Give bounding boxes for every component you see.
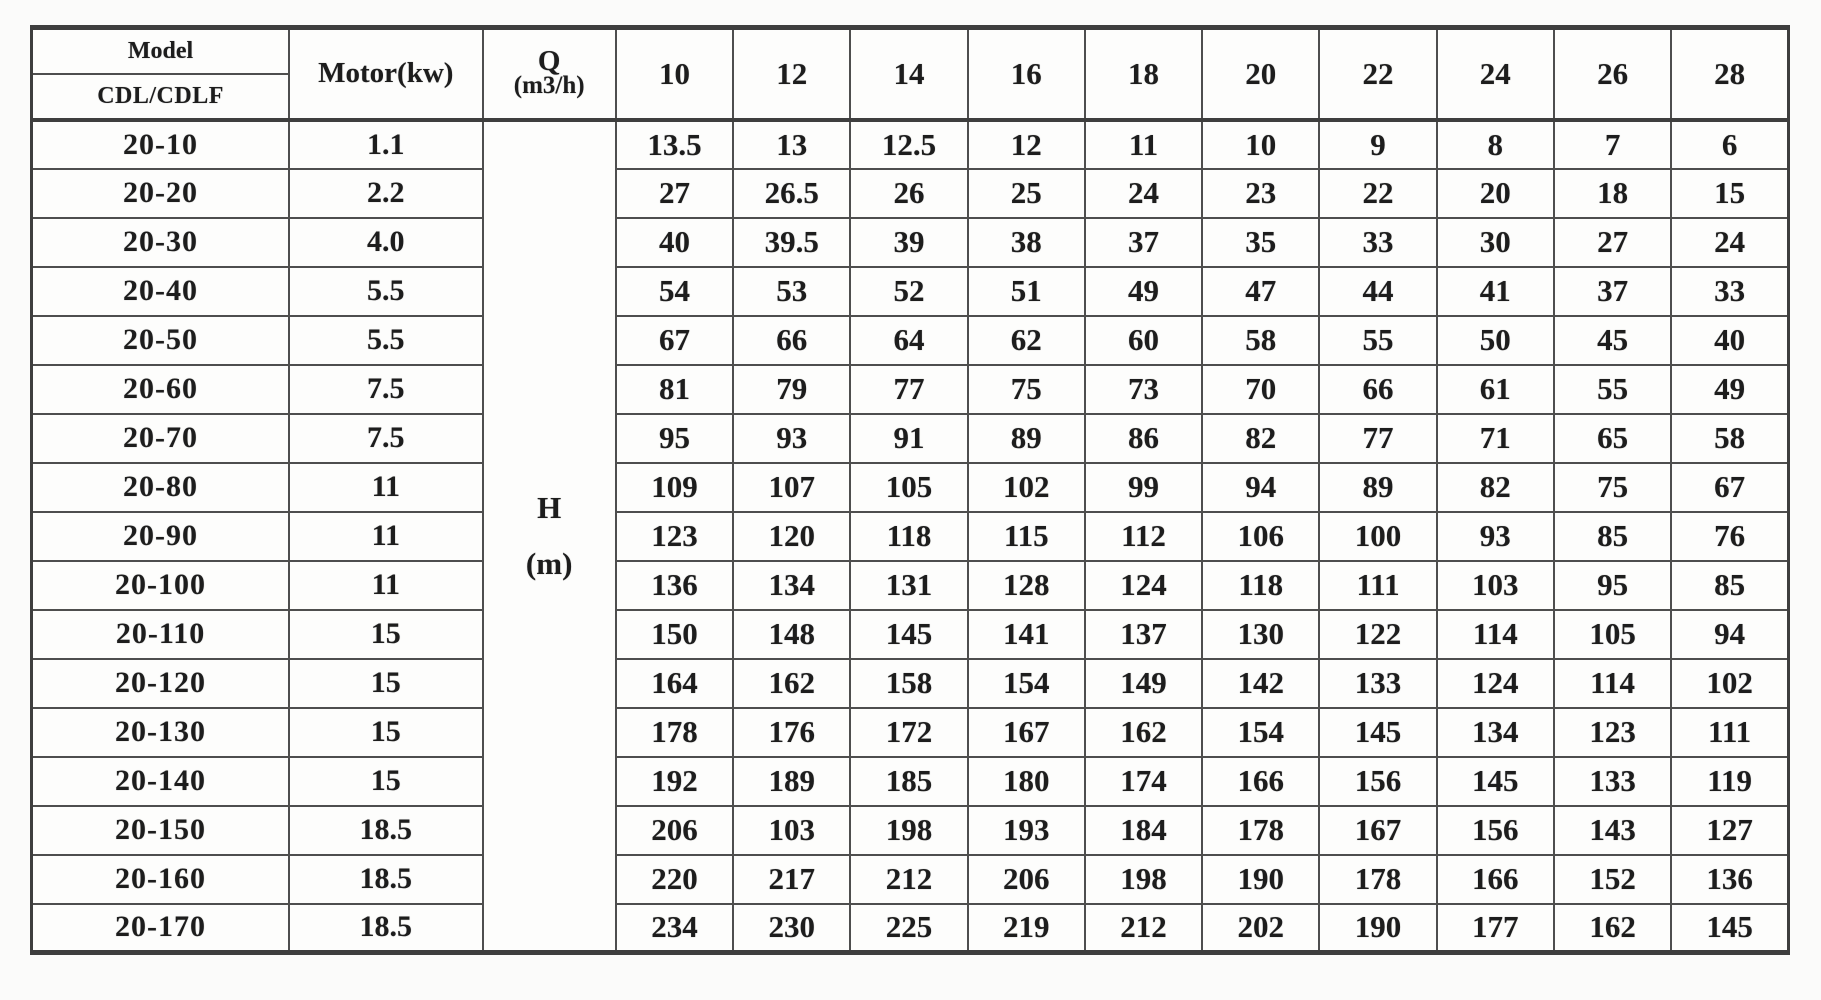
head-value-cell: 82 <box>1437 463 1554 512</box>
head-value-cell: 166 <box>1202 757 1319 806</box>
head-value-cell: 86 <box>1085 414 1202 463</box>
head-value-cell: 53 <box>733 267 850 316</box>
head-value-cell: 134 <box>733 561 850 610</box>
head-value-cell: 133 <box>1554 757 1671 806</box>
head-value-cell: 107 <box>733 463 850 512</box>
head-value-cell: 150 <box>616 610 733 659</box>
head-value-cell: 180 <box>968 757 1085 806</box>
head-value-cell: 198 <box>850 806 967 855</box>
flow-col-12: 12 <box>733 28 850 120</box>
head-value-cell: 60 <box>1085 316 1202 365</box>
model-cell: 20-30 <box>32 218 290 267</box>
model-header: Model <box>32 28 290 74</box>
model-cell: 20-110 <box>32 610 290 659</box>
head-value-cell: 99 <box>1085 463 1202 512</box>
head-value-cell: 12.5 <box>850 120 967 169</box>
head-value-cell: 142 <box>1202 659 1319 708</box>
head-value-cell: 167 <box>1319 806 1436 855</box>
head-value-cell: 18 <box>1554 169 1671 218</box>
head-value-cell: 206 <box>968 855 1085 904</box>
head-value-cell: 112 <box>1085 512 1202 561</box>
motor-cell: 5.5 <box>289 267 482 316</box>
head-value-cell: 131 <box>850 561 967 610</box>
head-value-cell: 141 <box>968 610 1085 659</box>
head-value-cell: 154 <box>1202 708 1319 757</box>
head-value-cell: 75 <box>968 365 1085 414</box>
head-value-cell: 230 <box>733 904 850 953</box>
head-value-cell: 33 <box>1319 218 1436 267</box>
head-value-cell: 61 <box>1437 365 1554 414</box>
head-value-cell: 158 <box>850 659 967 708</box>
head-unit-cell <box>483 120 616 953</box>
head-value-cell: 24 <box>1671 218 1788 267</box>
head-value-cell: 154 <box>968 659 1085 708</box>
head-value-cell: 111 <box>1319 561 1436 610</box>
head-value-cell: 27 <box>616 169 733 218</box>
table-row <box>32 169 1789 218</box>
head-value-cell: 118 <box>850 512 967 561</box>
head-value-cell: 40 <box>1671 316 1788 365</box>
motor-cell: 15 <box>289 757 482 806</box>
head-value-cell: 93 <box>733 414 850 463</box>
head-value-cell: 95 <box>616 414 733 463</box>
head-value-cell: 124 <box>1437 659 1554 708</box>
model-cell: 20-140 <box>32 757 290 806</box>
head-value-cell: 24 <box>1085 169 1202 218</box>
head-value-cell: 166 <box>1437 855 1554 904</box>
head-value-cell: 89 <box>1319 463 1436 512</box>
head-value-cell: 114 <box>1554 659 1671 708</box>
head-value-cell: 52 <box>850 267 967 316</box>
head-value-cell: 212 <box>1085 904 1202 953</box>
motor-cell: 4.0 <box>289 218 482 267</box>
header-row-top <box>32 28 1789 74</box>
table-row <box>32 463 1789 512</box>
head-value-cell: 75 <box>1554 463 1671 512</box>
head-value-cell: 94 <box>1671 610 1788 659</box>
head-value-cell: 102 <box>1671 659 1788 708</box>
model-cell: 20-130 <box>32 708 290 757</box>
head-value-cell: 55 <box>1554 365 1671 414</box>
head-value-cell: 128 <box>968 561 1085 610</box>
head-value-cell: 124 <box>1085 561 1202 610</box>
motor-cell: 18.5 <box>289 806 482 855</box>
head-value-cell: 9 <box>1319 120 1436 169</box>
head-value-cell: 71 <box>1437 414 1554 463</box>
head-value-cell: 91 <box>850 414 967 463</box>
head-value-cell: 38 <box>968 218 1085 267</box>
head-value-cell: 198 <box>1085 855 1202 904</box>
head-value-cell: 118 <box>1202 561 1319 610</box>
head-value-cell: 176 <box>733 708 850 757</box>
head-value-cell: 156 <box>1437 806 1554 855</box>
head-value-cell: 105 <box>850 463 967 512</box>
flow-unit: (m3/h) <box>513 72 585 100</box>
flow-col-28: 28 <box>1671 28 1788 120</box>
head-value-cell: 82 <box>1202 414 1319 463</box>
table-row <box>32 267 1789 316</box>
head-value-cell: 123 <box>616 512 733 561</box>
head-value-cell: 234 <box>616 904 733 953</box>
model-cell: 20-170 <box>32 904 290 953</box>
head-value-cell: 58 <box>1202 316 1319 365</box>
head-value-cell: 47 <box>1202 267 1319 316</box>
head-value-cell: 7 <box>1554 120 1671 169</box>
table-row <box>32 561 1789 610</box>
flow-col-20: 20 <box>1202 28 1319 120</box>
model-cell: 20-90 <box>32 512 290 561</box>
head-value-cell: 26 <box>850 169 967 218</box>
head-value-cell: 164 <box>616 659 733 708</box>
flow-col-18: 18 <box>1085 28 1202 120</box>
head-value-cell: 189 <box>733 757 850 806</box>
head-value-cell: 67 <box>616 316 733 365</box>
head-value-cell: 27 <box>1554 218 1671 267</box>
model-cell: 20-70 <box>32 414 290 463</box>
table-row <box>32 757 1789 806</box>
head-value-cell: 20 <box>1437 169 1554 218</box>
head-value-cell: 109 <box>616 463 733 512</box>
motor-header: Motor(kw) <box>289 28 482 120</box>
head-value-cell: 133 <box>1319 659 1436 708</box>
head-value-cell: 11 <box>1085 120 1202 169</box>
motor-cell: 11 <box>289 512 482 561</box>
head-value-cell: 55 <box>1319 316 1436 365</box>
motor-cell: 11 <box>289 561 482 610</box>
head-value-cell: 103 <box>1437 561 1554 610</box>
head-value-cell: 64 <box>850 316 967 365</box>
head-value-cell: 202 <box>1202 904 1319 953</box>
head-unit: (m) <box>525 545 573 581</box>
head-value-cell: 148 <box>733 610 850 659</box>
head-value-cell: 70 <box>1202 365 1319 414</box>
head-value-cell: 33 <box>1671 267 1788 316</box>
head-value-cell: 85 <box>1671 561 1788 610</box>
head-value-cell: 67 <box>1671 463 1788 512</box>
table-header <box>32 28 1789 120</box>
flow-col-22: 22 <box>1319 28 1436 120</box>
head-value-cell: 62 <box>968 316 1085 365</box>
table-row <box>32 659 1789 708</box>
table-row <box>32 610 1789 659</box>
head-value-cell: 143 <box>1554 806 1671 855</box>
head-value-cell: 134 <box>1437 708 1554 757</box>
head-value-cell: 13.5 <box>616 120 733 169</box>
head-value-cell: 95 <box>1554 561 1671 610</box>
model-cell: 20-160 <box>32 855 290 904</box>
head-value-cell: 111 <box>1671 708 1788 757</box>
flow-col-10: 10 <box>616 28 733 120</box>
head-value-cell: 167 <box>968 708 1085 757</box>
head-value-cell: 156 <box>1319 757 1436 806</box>
head-value-cell: 12 <box>968 120 1085 169</box>
head-value-cell: 172 <box>850 708 967 757</box>
model-cell: 20-50 <box>32 316 290 365</box>
head-value-cell: 162 <box>733 659 850 708</box>
motor-cell: 15 <box>289 659 482 708</box>
flow-col-24: 24 <box>1437 28 1554 120</box>
head-value-cell: 136 <box>1671 855 1788 904</box>
motor-cell: 15 <box>289 610 482 659</box>
flow-col-26: 26 <box>1554 28 1671 120</box>
head-value-cell: 49 <box>1671 365 1788 414</box>
head-value-cell: 66 <box>1319 365 1436 414</box>
head-value-cell: 217 <box>733 855 850 904</box>
model-cell: 20-150 <box>32 806 290 855</box>
model-cell: 20-10 <box>32 120 290 169</box>
model-cell: 20-100 <box>32 561 290 610</box>
head-value-cell: 122 <box>1319 610 1436 659</box>
motor-cell: 11 <box>289 463 482 512</box>
table-row <box>32 316 1789 365</box>
motor-cell: 18.5 <box>289 855 482 904</box>
head-value-cell: 13 <box>733 120 850 169</box>
head-value-cell: 190 <box>1319 904 1436 953</box>
head-value-cell: 37 <box>1554 267 1671 316</box>
motor-cell: 7.5 <box>289 414 482 463</box>
head-value-cell: 76 <box>1671 512 1788 561</box>
series-header: CDL/CDLF <box>32 74 290 120</box>
head-value-cell: 220 <box>616 855 733 904</box>
head-value-cell: 6 <box>1671 120 1788 169</box>
head-value-cell: 30 <box>1437 218 1554 267</box>
pump-spec-table <box>30 25 1790 955</box>
head-value-cell: 77 <box>850 365 967 414</box>
head-value-cell: 94 <box>1202 463 1319 512</box>
head-value-cell: 225 <box>850 904 967 953</box>
head-value-cell: 81 <box>616 365 733 414</box>
table-row <box>32 218 1789 267</box>
motor-cell: 2.2 <box>289 169 482 218</box>
head-value-cell: 192 <box>616 757 733 806</box>
head-value-cell: 184 <box>1085 806 1202 855</box>
head-value-cell: 178 <box>1319 855 1436 904</box>
model-cell: 20-60 <box>32 365 290 414</box>
flow-col-14: 14 <box>850 28 967 120</box>
table-row <box>32 855 1789 904</box>
head-value-cell: 145 <box>1671 904 1788 953</box>
motor-cell: 7.5 <box>289 365 482 414</box>
head-value-cell: 66 <box>733 316 850 365</box>
head-value-cell: 54 <box>616 267 733 316</box>
head-value-cell: 25 <box>968 169 1085 218</box>
head-value-cell: 119 <box>1671 757 1788 806</box>
motor-cell: 15 <box>289 708 482 757</box>
head-value-cell: 89 <box>968 414 1085 463</box>
table-row <box>32 120 1789 169</box>
table-row <box>32 708 1789 757</box>
head-value-cell: 190 <box>1202 855 1319 904</box>
head-value-cell: 185 <box>850 757 967 806</box>
head-value-cell: 174 <box>1085 757 1202 806</box>
table-body <box>32 120 1789 953</box>
table-row <box>32 512 1789 561</box>
head-value-cell: 120 <box>733 512 850 561</box>
head-value-cell: 114 <box>1437 610 1554 659</box>
table-row <box>32 806 1789 855</box>
head-value-cell: 103 <box>733 806 850 855</box>
head-value-cell: 123 <box>1554 708 1671 757</box>
head-value-cell: 136 <box>616 561 733 610</box>
head-value-cell: 106 <box>1202 512 1319 561</box>
head-value-cell: 145 <box>1437 757 1554 806</box>
head-value-cell: 51 <box>968 267 1085 316</box>
head-value-cell: 8 <box>1437 120 1554 169</box>
head-value-cell: 77 <box>1319 414 1436 463</box>
head-value-cell: 145 <box>1319 708 1436 757</box>
flow-col-16: 16 <box>968 28 1085 120</box>
head-symbol: H <box>537 489 562 525</box>
head-value-cell: 85 <box>1554 512 1671 561</box>
head-value-cell: 149 <box>1085 659 1202 708</box>
head-value-cell: 137 <box>1085 610 1202 659</box>
head-value-cell: 152 <box>1554 855 1671 904</box>
model-cell: 20-120 <box>32 659 290 708</box>
head-value-cell: 35 <box>1202 218 1319 267</box>
head-value-cell: 219 <box>968 904 1085 953</box>
head-value-cell: 37 <box>1085 218 1202 267</box>
head-value-cell: 127 <box>1671 806 1788 855</box>
head-value-cell: 73 <box>1085 365 1202 414</box>
head-value-cell: 177 <box>1437 904 1554 953</box>
head-value-cell: 178 <box>616 708 733 757</box>
head-value-cell: 65 <box>1554 414 1671 463</box>
model-cell: 20-40 <box>32 267 290 316</box>
head-value-cell: 145 <box>850 610 967 659</box>
head-value-cell: 50 <box>1437 316 1554 365</box>
motor-cell: 18.5 <box>289 904 482 953</box>
head-value-cell: 22 <box>1319 169 1436 218</box>
flow-header <box>483 28 616 120</box>
model-cell: 20-20 <box>32 169 290 218</box>
motor-cell: 1.1 <box>289 120 482 169</box>
head-value-cell: 39.5 <box>733 218 850 267</box>
head-value-cell: 162 <box>1554 904 1671 953</box>
head-value-cell: 206 <box>616 806 733 855</box>
flow-symbol: Q <box>537 45 561 78</box>
head-value-cell: 45 <box>1554 316 1671 365</box>
head-value-cell: 49 <box>1085 267 1202 316</box>
head-value-cell: 102 <box>968 463 1085 512</box>
head-value-cell: 79 <box>733 365 850 414</box>
head-value-cell: 41 <box>1437 267 1554 316</box>
motor-cell: 5.5 <box>289 316 482 365</box>
head-value-cell: 193 <box>968 806 1085 855</box>
head-value-cell: 39 <box>850 218 967 267</box>
head-value-cell: 26.5 <box>733 169 850 218</box>
head-value-cell: 40 <box>616 218 733 267</box>
head-value-cell: 15 <box>1671 169 1788 218</box>
model-cell: 20-80 <box>32 463 290 512</box>
table-row <box>32 365 1789 414</box>
head-value-cell: 105 <box>1554 610 1671 659</box>
head-value-cell: 10 <box>1202 120 1319 169</box>
head-value-cell: 93 <box>1437 512 1554 561</box>
head-value-cell: 162 <box>1085 708 1202 757</box>
head-value-cell: 115 <box>968 512 1085 561</box>
head-value-cell: 178 <box>1202 806 1319 855</box>
head-value-cell: 100 <box>1319 512 1436 561</box>
head-value-cell: 58 <box>1671 414 1788 463</box>
head-value-cell: 212 <box>850 855 967 904</box>
table-row <box>32 414 1789 463</box>
head-value-cell: 44 <box>1319 267 1436 316</box>
table-row <box>32 904 1789 953</box>
head-value-cell: 23 <box>1202 169 1319 218</box>
head-value-cell: 130 <box>1202 610 1319 659</box>
